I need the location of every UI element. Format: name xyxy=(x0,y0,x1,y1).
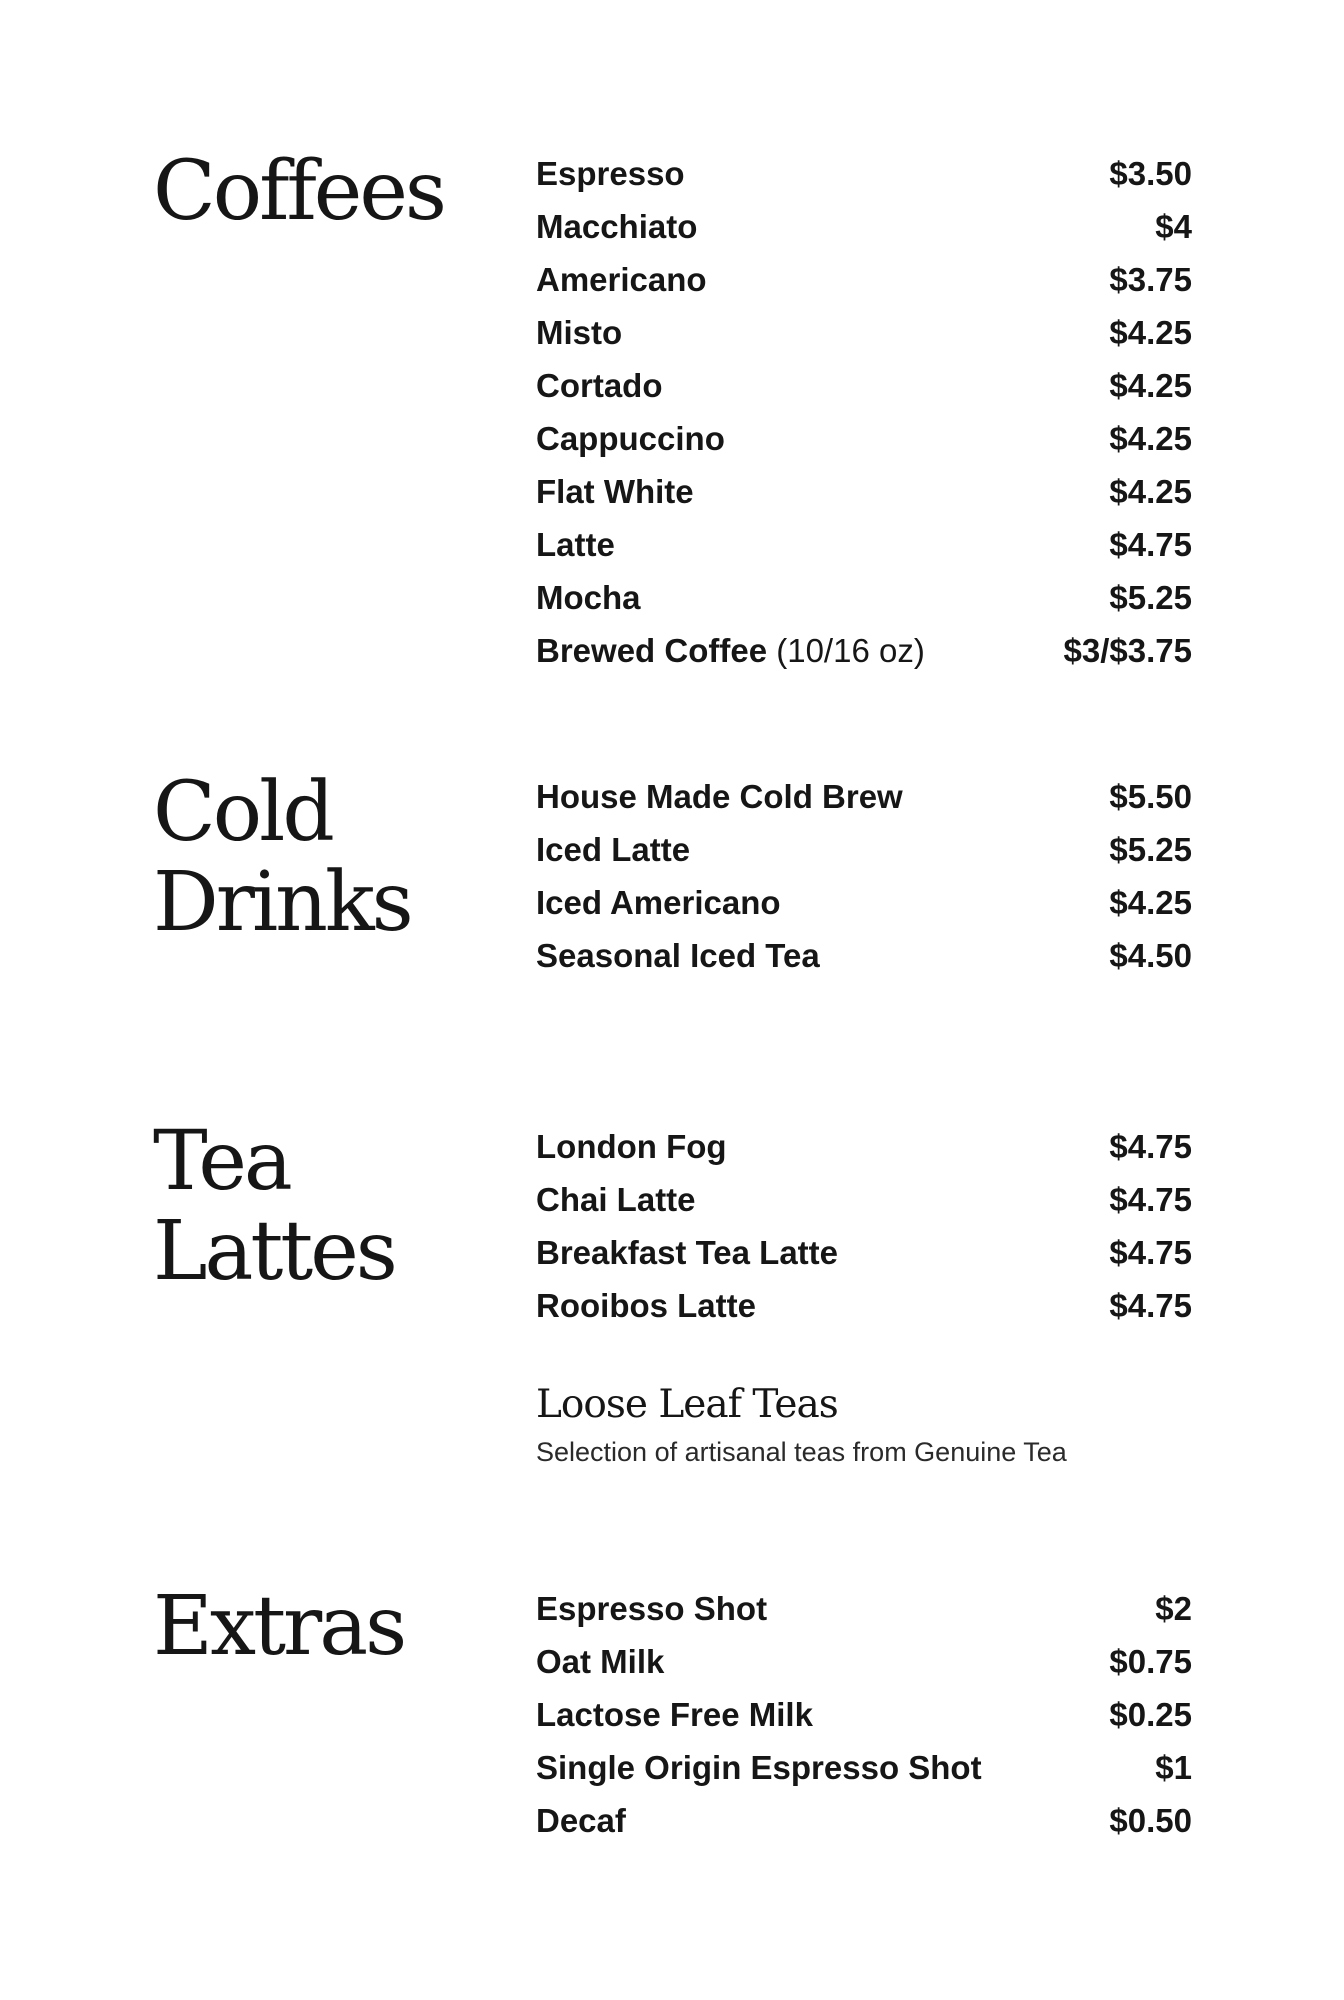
section-heading-cold-drinks xyxy=(153,765,411,950)
item-name: Seasonal Iced Tea xyxy=(536,937,820,974)
menu-list-tea-lattes xyxy=(536,1120,1192,1332)
loose-leaf-teas-title: Loose Leaf Teas xyxy=(536,1382,838,1427)
item-price: $5.25 xyxy=(1109,831,1192,868)
heading-line: Drinks xyxy=(153,855,411,950)
menu-item xyxy=(536,571,1192,624)
menu-item xyxy=(536,1741,1192,1794)
item-name: Americano xyxy=(536,261,707,298)
item-name-with-note xyxy=(536,624,925,677)
item-name: Misto xyxy=(536,314,623,351)
item-name: London Fog xyxy=(536,1128,727,1165)
menu-item xyxy=(536,412,1192,465)
item-name: Macchiato xyxy=(536,208,698,245)
item-price: $3.50 xyxy=(1109,155,1192,192)
menu-item xyxy=(536,306,1192,359)
loose-leaf-teas-description: Selection of artisanal teas from Genuine Tea xyxy=(536,1437,1067,1467)
item-price: $4.75 xyxy=(1109,526,1192,563)
item-name: Latte xyxy=(536,526,615,563)
menu-item xyxy=(536,1794,1192,1847)
item-name: Cappuccino xyxy=(536,420,725,457)
menu-item xyxy=(536,465,1192,518)
heading-line: Lattes xyxy=(153,1204,395,1299)
heading-line: Coffees xyxy=(153,144,444,239)
item-price: $4.75 xyxy=(1109,1234,1192,1271)
menu-item xyxy=(536,929,1192,982)
item-price: $4.25 xyxy=(1109,884,1192,921)
item-price: $5.50 xyxy=(1109,778,1192,815)
heading-line: Extras xyxy=(153,1579,405,1674)
item-price: $4.25 xyxy=(1109,473,1192,510)
item-price: $4.75 xyxy=(1109,1287,1192,1324)
item-price: $4.75 xyxy=(1109,1181,1192,1218)
item-name: Espresso xyxy=(536,155,685,192)
menu-item xyxy=(536,1173,1192,1226)
item-name: House Made Cold Brew xyxy=(536,778,903,815)
item-name: Oat Milk xyxy=(536,1643,665,1680)
item-price: $4.25 xyxy=(1109,367,1192,404)
item-name: Flat White xyxy=(536,473,694,510)
menu-item xyxy=(536,624,1192,677)
item-price: $0.50 xyxy=(1109,1802,1192,1839)
item-price: $0.25 xyxy=(1109,1696,1192,1733)
menu-item xyxy=(536,147,1192,200)
section-heading-coffees xyxy=(153,144,444,239)
menu-list-cold-drinks xyxy=(536,770,1192,982)
section-heading-extras xyxy=(153,1579,405,1674)
menu-item xyxy=(536,876,1192,929)
item-price: $2 xyxy=(1155,1590,1192,1627)
menu-item xyxy=(536,1279,1192,1332)
section-heading-tea-lattes xyxy=(153,1114,395,1299)
menu-item xyxy=(536,1635,1192,1688)
item-price: $0.75 xyxy=(1109,1643,1192,1680)
menu-list-extras xyxy=(536,1582,1192,1847)
menu-item xyxy=(536,518,1192,571)
item-name: Decaf xyxy=(536,1802,626,1839)
menu-item xyxy=(536,253,1192,306)
item-name: Lactose Free Milk xyxy=(536,1696,813,1733)
menu-item xyxy=(536,1226,1192,1279)
item-name: Cortado xyxy=(536,367,663,404)
item-name: Rooibos Latte xyxy=(536,1287,756,1324)
item-price: $5.25 xyxy=(1109,579,1192,616)
item-price: $4.25 xyxy=(1109,314,1192,351)
heading-line: Tea xyxy=(153,1114,290,1209)
menu-item xyxy=(536,1688,1192,1741)
item-name: Breakfast Tea Latte xyxy=(536,1234,839,1271)
item-price: $3.75 xyxy=(1109,261,1192,298)
item-price: $4.75 xyxy=(1109,1128,1192,1165)
menu-item xyxy=(536,1582,1192,1635)
item-name: Iced Americano xyxy=(536,884,781,921)
item-name: Espresso Shot xyxy=(536,1590,768,1627)
item-name: Chai Latte xyxy=(536,1181,696,1218)
menu-item xyxy=(536,200,1192,253)
menu-item xyxy=(536,359,1192,412)
heading-line: Cold xyxy=(153,765,332,860)
menu-item xyxy=(536,770,1192,823)
menu-list-coffees xyxy=(536,147,1192,677)
item-price: $3/$3.75 xyxy=(1063,632,1192,669)
item-price: $4 xyxy=(1155,208,1192,245)
item-price: $4.25 xyxy=(1109,420,1192,457)
item-name: Mocha xyxy=(536,579,641,616)
item-size-note: (10/16 oz) xyxy=(776,632,925,669)
item-name: Iced Latte xyxy=(536,831,691,868)
item-price: $1 xyxy=(1155,1749,1192,1786)
item-price: $4.50 xyxy=(1109,937,1192,974)
item-name: Single Origin Espresso Shot xyxy=(536,1749,982,1786)
item-name: Brewed Coffee xyxy=(536,632,768,669)
menu-item xyxy=(536,1120,1192,1173)
menu-item xyxy=(536,823,1192,876)
